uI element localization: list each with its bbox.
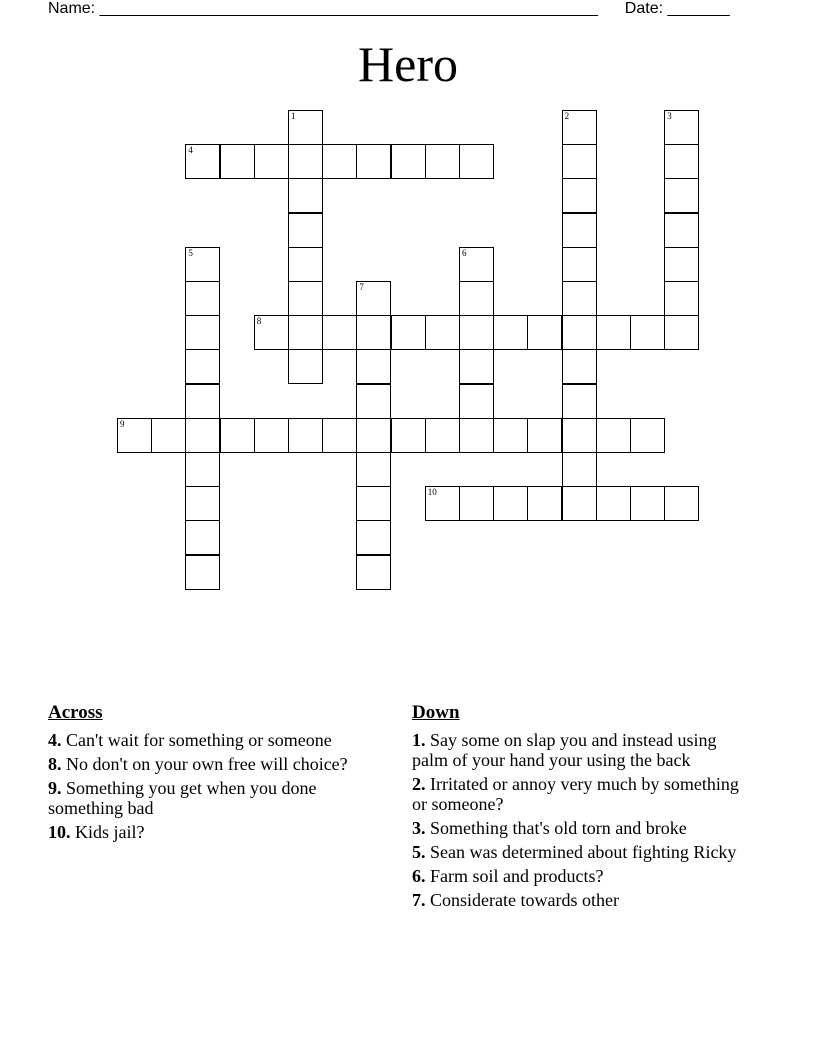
grid-cell[interactable] [664,144,699,179]
grid-cell[interactable] [664,178,699,213]
grid-cell[interactable] [562,281,597,316]
across-clues [48,702,388,846]
grid-cell[interactable] [562,247,597,282]
grid-cell[interactable] [185,247,220,282]
grid-cell[interactable] [459,247,494,282]
across-clue-list [48,730,388,842]
grid-cell[interactable] [664,486,699,521]
grid-cell[interactable] [254,315,289,350]
grid-cell[interactable] [117,418,152,453]
grid-cell[interactable] [288,110,323,145]
cell-number: 10 [427,487,437,498]
cell-number: 2 [564,111,570,121]
clue-number: 4. [48,730,62,750]
clue-text: Say some on slap you and instead using palm of your hand your using the back [412,730,717,770]
grid-cell[interactable] [527,486,562,521]
grid-cell[interactable] [664,247,699,282]
clue-item [48,730,388,750]
grid-cell[interactable] [664,281,699,316]
grid-cell[interactable] [185,349,220,384]
grid-cell[interactable] [288,213,323,248]
cell-number: 8 [256,316,262,327]
grid-cell[interactable] [459,486,494,521]
clue-number: 3. [412,818,426,838]
grid-cell[interactable] [493,418,528,453]
grid-cell[interactable] [322,144,357,179]
clue-text: No don't on your own free will choice? [66,754,348,774]
down-heading: Down [412,702,460,723]
grid-cell[interactable] [562,384,597,419]
grid-cell[interactable] [185,418,220,453]
clue-item [412,774,752,814]
clue-number: 5. [412,842,426,862]
cell-number: 1 [291,111,296,121]
name-field-label[interactable]: Name: ________________________________________________________ [48,0,598,17]
cell-number: 9 [120,418,125,429]
grid-cell[interactable] [185,452,220,487]
grid-cell[interactable] [493,315,528,350]
grid-cell[interactable] [562,315,597,350]
grid-cell[interactable] [459,384,494,419]
grid-cell[interactable] [356,452,391,487]
grid-cell[interactable] [356,520,391,555]
grid-cell[interactable] [596,315,631,350]
clue-number: 9. [48,778,62,798]
grid-cell[interactable] [220,418,255,453]
grid-cell[interactable] [356,281,391,316]
grid-cell[interactable] [288,281,323,316]
grid-cell[interactable] [254,144,289,179]
grid-cell[interactable] [185,144,220,179]
grid-cell[interactable] [391,418,426,453]
clue-text: Something you get when you done something bad [48,778,317,818]
grid-cell[interactable] [562,144,597,179]
cell-number: 3 [667,111,672,121]
grid-cell[interactable] [356,144,391,179]
grid-cell[interactable] [562,349,597,384]
grid-cell[interactable] [185,520,220,555]
grid-cell[interactable] [596,486,631,521]
grid-cell[interactable] [527,315,562,350]
clue-text: Something that's old torn and broke [430,818,687,838]
grid-cell[interactable] [425,418,460,453]
clue-item [412,818,752,838]
down-clue-list [412,730,752,910]
grid-cell[interactable] [630,486,665,521]
grid-cell[interactable] [664,213,699,248]
grid-cell[interactable] [185,315,220,350]
grid-cell[interactable] [630,315,665,350]
grid-cell[interactable] [322,418,357,453]
grid-cell[interactable] [425,315,460,350]
clue-text: Irritated or annoy very much by something or someone? [412,774,739,814]
clue-text: Can't wait for something or someone [66,730,332,750]
grid-cell[interactable] [527,418,562,453]
grid-cell[interactable] [288,247,323,282]
grid-cell[interactable] [356,384,391,419]
grid-cell[interactable] [562,486,597,521]
grid-cell[interactable] [459,349,494,384]
grid-cell[interactable] [254,418,289,453]
grid-cell[interactable] [220,144,255,179]
cell-number: 7 [359,282,364,292]
clue-item [48,778,388,818]
grid-cell[interactable] [391,315,426,350]
grid-cell[interactable] [459,144,494,179]
clue-number: 10. [48,822,71,842]
grid-cell[interactable] [185,384,220,419]
grid-cell[interactable] [288,178,323,213]
clue-item [412,730,752,770]
clue-item [412,842,752,862]
grid-cell[interactable] [664,110,699,145]
grid-cell[interactable] [459,281,494,316]
clue-number: 8. [48,754,62,774]
clue-text: Farm soil and products? [430,866,604,886]
across-heading: Across [48,702,103,723]
grid-cell[interactable] [185,486,220,521]
clue-number: 6. [412,866,426,886]
grid-cell[interactable] [459,315,494,350]
date-field-label[interactable]: Date: _______ [624,0,730,17]
clue-text: Sean was determined about fighting Ricky [430,842,737,862]
grid-cell[interactable] [630,418,665,453]
grid-cell[interactable] [425,144,460,179]
clue-number: 2. [412,774,426,794]
grid-cell[interactable] [288,349,323,384]
grid-cell[interactable] [356,486,391,521]
puzzle-title: Hero [358,36,458,92]
grid-cell[interactable] [425,486,460,521]
grid-cell[interactable] [322,315,357,350]
grid-cell[interactable] [562,110,597,145]
header-line [48,0,748,20]
clue-item [412,866,752,886]
grid-cell[interactable] [288,315,323,350]
grid-cell[interactable] [356,418,391,453]
cell-number: 4 [188,145,193,156]
clue-number: 1. [412,730,426,750]
grid-cell[interactable] [356,315,391,350]
clue-item [48,822,388,842]
clue-item [48,754,388,774]
grid-cell[interactable] [459,418,494,453]
grid-cell[interactable] [562,452,597,487]
grid-cell[interactable] [562,213,597,248]
grid-cell[interactable] [288,144,323,179]
grid-cell[interactable] [493,486,528,521]
cell-number: 5 [188,247,193,258]
cell-number: 6 [462,247,467,258]
clue-text: Considerate towards other [430,890,619,910]
grid-cell[interactable] [185,555,220,590]
clue-item [412,890,752,910]
grid-cell[interactable] [562,178,597,213]
grid-cell[interactable] [288,418,323,453]
grid-cell[interactable] [356,349,391,384]
grid-cell[interactable] [664,315,699,350]
grid-cell[interactable] [596,418,631,453]
grid-cell[interactable] [151,418,186,453]
grid-cell[interactable] [185,281,220,316]
clue-text: Kids jail? [75,822,145,842]
grid-cell[interactable] [562,418,597,453]
down-clues [412,702,752,914]
grid-cell[interactable] [391,144,426,179]
clue-number: 7. [412,890,426,910]
grid-cell[interactable] [356,555,391,590]
